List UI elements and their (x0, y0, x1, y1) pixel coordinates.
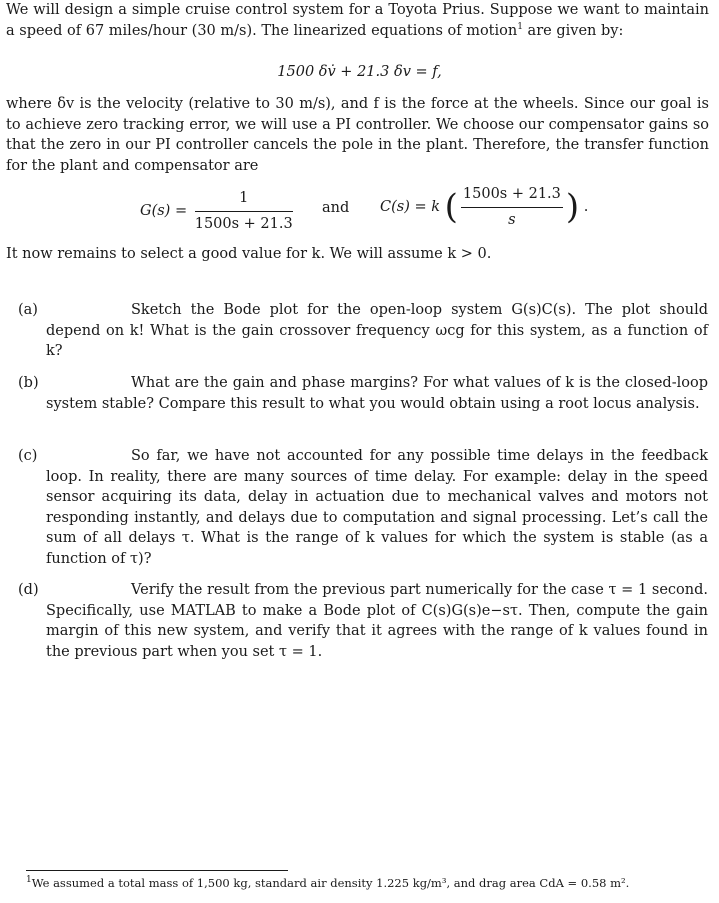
plant-tf-fraction (195, 188, 293, 234)
compensator-tf-numerator: 1500s + 21.3 (461, 184, 563, 208)
left-paren: ( (444, 187, 458, 227)
intro-text: We will design a simple cruise control system for a Toyota Prius. Suppose we want to maintain a speed of 67 miles/hour (30 m/s). The linearized equations of motion (6, 2, 709, 39)
and-word: and (322, 200, 350, 216)
footnote-text: We assumed a total mass of 1,500 kg, standard air density 1.225 kg/m³, and drag area CdA = 0.58 m². (31, 876, 630, 890)
where-paragraph: where δv is the velocity (relative to 30 m/s), and f is the force at the wheels. Since our goal is to achieve zero tracking error, we will use a PI controller. We choose our compensator gains so that the zero in our PI controller cancels the pole in the plant. Therefore, the transfer function for the plant and compensator are (6, 96, 709, 174)
part-a-text: Sketch the Bode plot for the open-loop system G(s)C(s). The plot should depend on k! What is the gain crossover frequency ωcg for this system, as a function of k? (46, 302, 708, 359)
part-c-text: So far, we have not accounted for any possible time delays in the feedback loop. In reality, there are many sources of time delay. For example: delay in the speed sensor acquiring its data, delay in actuation due to mechanical valves and motors not responding instantly, and delays due to computation and signal processing. Let’s call the sum of all delays τ. What is the range of k values for which the system is stable (as a function of τ)? (46, 448, 708, 567)
part-b (18, 373, 708, 414)
footnote-mark: 1 (26, 875, 32, 886)
part-d (18, 580, 708, 662)
remains-paragraph: It now remains to select a good value for k. We will assume k > 0. (6, 246, 492, 262)
part-a-label: (a) (18, 302, 38, 318)
plant-tf (140, 188, 296, 234)
part-b-text: What are the gain and phase margins? For what values of k is the closed-loop system stable? Compare this result to what you would obtain using a root locus analysis. (46, 375, 708, 412)
compensator-tf-denominator: s (508, 211, 516, 228)
plant-tf-numerator: 1 (195, 188, 293, 212)
footnote (26, 876, 706, 891)
compensator-tf (380, 184, 588, 230)
intro-tail: are given by: (522, 22, 624, 39)
plant-tf-lhs: G(s) = (140, 203, 188, 219)
footnote-divider (26, 870, 288, 871)
plant-tf-denominator: 1500s + 21.3 (194, 215, 293, 232)
equation-of-motion: 1500 δv̇ + 21.3 δv = f, (277, 64, 442, 80)
part-c-label: (c) (18, 448, 38, 464)
transfer-functions (0, 184, 719, 234)
part-b-label: (b) (18, 375, 39, 391)
compensator-tf-period: . (583, 199, 589, 215)
part-c (18, 446, 708, 569)
part-d-text: Verify the result from the previous part numerically for the case τ = 1 second. Specifically, use MATLAB to make a Bode plot of C(s)G(s)e−sτ. Then, compute the gain margin of this new system, and verify that it agrees with the range of k values found in the previous part when you set τ = 1. (46, 582, 708, 660)
part-d-label: (d) (18, 582, 39, 598)
intro-paragraph (6, 0, 709, 41)
compensator-tf-lhs: C(s) = k (380, 199, 441, 215)
compensator-tf-fraction (461, 184, 563, 230)
footnote-ref: 1 (517, 21, 523, 32)
right-paren: ) (565, 187, 580, 227)
part-a (18, 300, 708, 362)
